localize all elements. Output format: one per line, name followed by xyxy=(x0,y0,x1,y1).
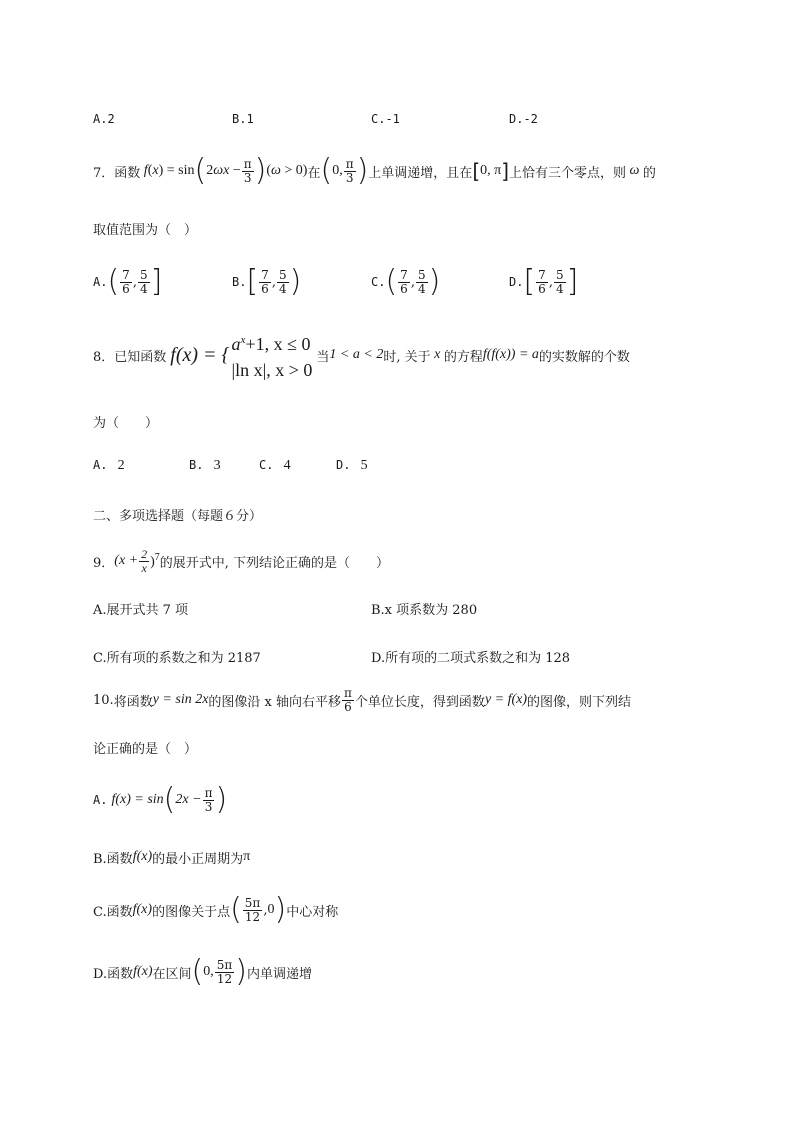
q9-frac: $\frac{2}{x}$ xyxy=(141,546,148,575)
q10-option-b-label: B.函数 xyxy=(93,851,133,867)
q10-option-d-text-1: 在区间 xyxy=(152,966,192,982)
q9-option-a: A.展开式共 7 项 xyxy=(93,603,189,618)
q10-option-b-fx: f(x) xyxy=(132,849,153,864)
q7-omega-cond: (ω > 0) xyxy=(266,163,308,178)
q7-omega: ω xyxy=(626,163,643,178)
q7-option-c-label: C. xyxy=(371,275,386,289)
q8-case-2: |ln x|, x > 0 xyxy=(231,360,313,380)
q10-c-close: ) xyxy=(274,892,287,927)
q9-number: 9． xyxy=(93,555,115,571)
q10-option-c-frac: $\frac{5\pi}{12}$ xyxy=(244,895,261,924)
section-2-title: 二、多项选择题（每题６分） xyxy=(93,509,263,524)
q8-option-b-label: B. xyxy=(189,458,204,472)
q7-interval-pi3: $\frac{\pi}{3}$ xyxy=(345,156,354,185)
q8-option-a-label: A. xyxy=(93,458,108,472)
q7-d-open: [ xyxy=(523,264,536,299)
q8-line-2: 为（ ） xyxy=(93,416,159,431)
q10-option-a-frac: $\frac{\pi}{3}$ xyxy=(204,785,213,814)
q7-paren-close: ) xyxy=(254,153,267,188)
q10-a-open: ( xyxy=(163,782,176,817)
q9-expr: (x + xyxy=(114,553,139,568)
q7-line-2: 取值范围为（ ） xyxy=(93,223,198,238)
q10-a-close: ) xyxy=(215,782,228,817)
q8-option-c xyxy=(259,458,291,474)
q10-option-c-label: C.函数 xyxy=(93,904,133,920)
q6-option-b: B.1 xyxy=(232,112,254,126)
q10-option-c-text-2: 中心对称 xyxy=(286,904,339,920)
q10-text-4: 的图像，则下列结 xyxy=(527,694,632,710)
q7-c-close: ) xyxy=(428,264,441,299)
q7-c-frac2: $\frac{5}{4}$ xyxy=(417,267,426,296)
q10-text-1: 将函数 xyxy=(113,694,153,710)
q10-option-c-text-1: 的图像关于点 xyxy=(152,904,231,920)
q8-text-2: 当 xyxy=(316,349,330,365)
q7-pi-over-3: $\frac{\pi}{3}$ xyxy=(243,156,252,185)
q7-interval-close: ) xyxy=(356,153,369,188)
q10-option-d xyxy=(93,950,312,994)
q8-option-a-value: 2 xyxy=(117,458,125,473)
q7-b-frac2: $\frac{5}{4}$ xyxy=(278,267,287,296)
q10-eq-1: y = sin 2x xyxy=(152,692,209,707)
q10-line-2: 论正确的是（ ） xyxy=(93,742,198,757)
q10-d-close: ) xyxy=(235,954,248,989)
q6-option-a: A.2 xyxy=(93,112,115,126)
q7-text-1: 函数 xyxy=(114,165,141,181)
q10-option-d-label: D.函数 xyxy=(93,966,134,982)
q7-d-frac2: $\frac{5}{4}$ xyxy=(555,267,564,296)
q7-c-frac1: $\frac{7}{6}$ xyxy=(400,267,408,296)
q8-condition: 1 < a < 2 xyxy=(329,347,384,362)
q10-shift-frac: $\frac{\pi}{6}$ xyxy=(344,685,352,714)
q7-interval-zero: 0, xyxy=(332,163,343,178)
q7-option-d: D. [ $\frac{7}{6}$ , $\frac{5}{4}$ ] xyxy=(509,264,579,299)
q7-a-frac1: $\frac{7}{6}$ xyxy=(122,267,130,296)
q7-stem xyxy=(93,150,656,192)
q10-option-d-fx: f(x) xyxy=(133,964,153,979)
q8-option-b-value: 3 xyxy=(213,458,221,473)
q10-number: 10. xyxy=(93,692,114,708)
q7-text-3: 上单调递增，且在 xyxy=(368,165,473,181)
q7-a-close: ] xyxy=(150,264,163,299)
q7-a-open: ( xyxy=(107,264,120,299)
q7-text-5: 的 xyxy=(642,165,656,181)
q10-option-c: C.函数 f(x) 的图像关于点 ( $\frac{5\pi}{12}$ , 0 ) 中心对称 xyxy=(93,892,339,927)
q7-closed-interval: [0, π] xyxy=(472,159,510,183)
q9-option-b: B.x 项系数为 280 xyxy=(371,603,478,618)
q7-text-2: 在 xyxy=(307,165,321,181)
q10-text-3: 个单位长度，得到函数 xyxy=(354,694,485,710)
q10-stem xyxy=(93,680,631,720)
q7-option-b: B. [ $\frac{7}{6}$ , $\frac{5}{4}$ ) xyxy=(232,264,302,299)
q8-text-3: 时, 关于 xyxy=(383,349,431,365)
q9-stem xyxy=(93,540,389,582)
q10-option-c-fx: f(x) xyxy=(132,902,153,917)
q8-option-d xyxy=(336,458,368,474)
q7-paren-open: ( xyxy=(194,153,207,188)
q10-option-b xyxy=(93,845,250,869)
q10-option-a-eq: f(x) = sin xyxy=(111,792,164,807)
q10-option-a xyxy=(93,778,227,822)
q9-option-d: D.所有项的二项式系数之和为 128 xyxy=(371,651,571,666)
q10-option-b-text: 的最小正周期为 xyxy=(152,851,244,867)
q7-d-frac1: $\frac{7}{6}$ xyxy=(538,267,546,296)
q10-eq-2: y = f(x) xyxy=(484,692,528,707)
q7-b-close: ) xyxy=(289,264,302,299)
q8-fx: f(x) = { xyxy=(170,343,230,366)
q7-option-a-label: A. xyxy=(93,275,108,289)
q7-number: 7． xyxy=(93,165,115,181)
q10-option-d-zero: 0, xyxy=(203,964,214,979)
q10-option-d-text-2: 内单调递增 xyxy=(247,966,313,982)
q6-option-c: C.-1 xyxy=(371,112,400,126)
q8-equation: f(f(x)) = a xyxy=(482,347,539,362)
q8-option-d-label: D. xyxy=(336,458,351,472)
q6-option-d: D.-2 xyxy=(509,112,538,126)
q7-b-open: [ xyxy=(246,264,259,299)
q10-c-open: ( xyxy=(230,892,242,927)
q10-option-a-label: A. xyxy=(93,793,108,807)
q8-cases xyxy=(232,327,313,383)
q9-text: 的展开式中, 下列结论正确的是（ ） xyxy=(159,555,390,571)
q10-option-d-frac: $\frac{5\pi}{12}$ xyxy=(216,957,233,986)
q8-stem xyxy=(93,326,630,384)
q8-option-b xyxy=(189,458,221,474)
q8-var-x: x xyxy=(430,347,444,362)
q8-case-1: $a^x+1$, x ≤ 0 xyxy=(231,334,311,354)
q8-option-d-value: 5 xyxy=(360,458,368,473)
q8-option-c-value: 4 xyxy=(283,458,291,473)
q9-option-c: C.所有项的系数之和为 2187 xyxy=(93,651,261,666)
q7-d-close: ] xyxy=(566,264,579,299)
q10-text-2: 的图像沿 x 轴向右平移 xyxy=(208,694,342,710)
q7-option-a: A. ( $\frac{7}{6}$ , $\frac{5}{4}$ ] xyxy=(93,264,163,299)
q10-option-c-zero: 0 xyxy=(267,902,275,917)
q10-option-b-pi: π xyxy=(243,849,251,864)
q8-options xyxy=(93,458,125,474)
q8-option-c-label: C. xyxy=(259,458,274,472)
q8-text-5: 的实数解的个数 xyxy=(538,349,630,365)
q8-text-1: 已知函数 xyxy=(114,349,167,365)
q7-function: f(x) = sin xyxy=(143,163,195,178)
q10-d-open: ( xyxy=(191,954,204,989)
q7-c-open: ( xyxy=(385,264,398,299)
q7-b-frac1: $\frac{7}{6}$ xyxy=(261,267,269,296)
q7-interval-open: ( xyxy=(320,153,333,188)
q7-a-frac2: $\frac{5}{4}$ xyxy=(139,267,148,296)
q7-option-d-label: D. xyxy=(509,275,524,289)
q7-arg: 2ωx − xyxy=(206,163,241,178)
q10-option-a-inner: 2x − xyxy=(175,792,202,807)
q8-text-4: 的方程 xyxy=(443,349,483,365)
q9-close: )$^7$ xyxy=(150,551,160,570)
q8-number: 8． xyxy=(93,349,115,365)
q7-option-c: C. ( $\frac{7}{6}$ , $\frac{5}{4}$ ) xyxy=(371,264,441,299)
q7-text-4: 上恰有三个零点，则 xyxy=(509,165,627,181)
q7-option-b-label: B. xyxy=(232,275,247,289)
